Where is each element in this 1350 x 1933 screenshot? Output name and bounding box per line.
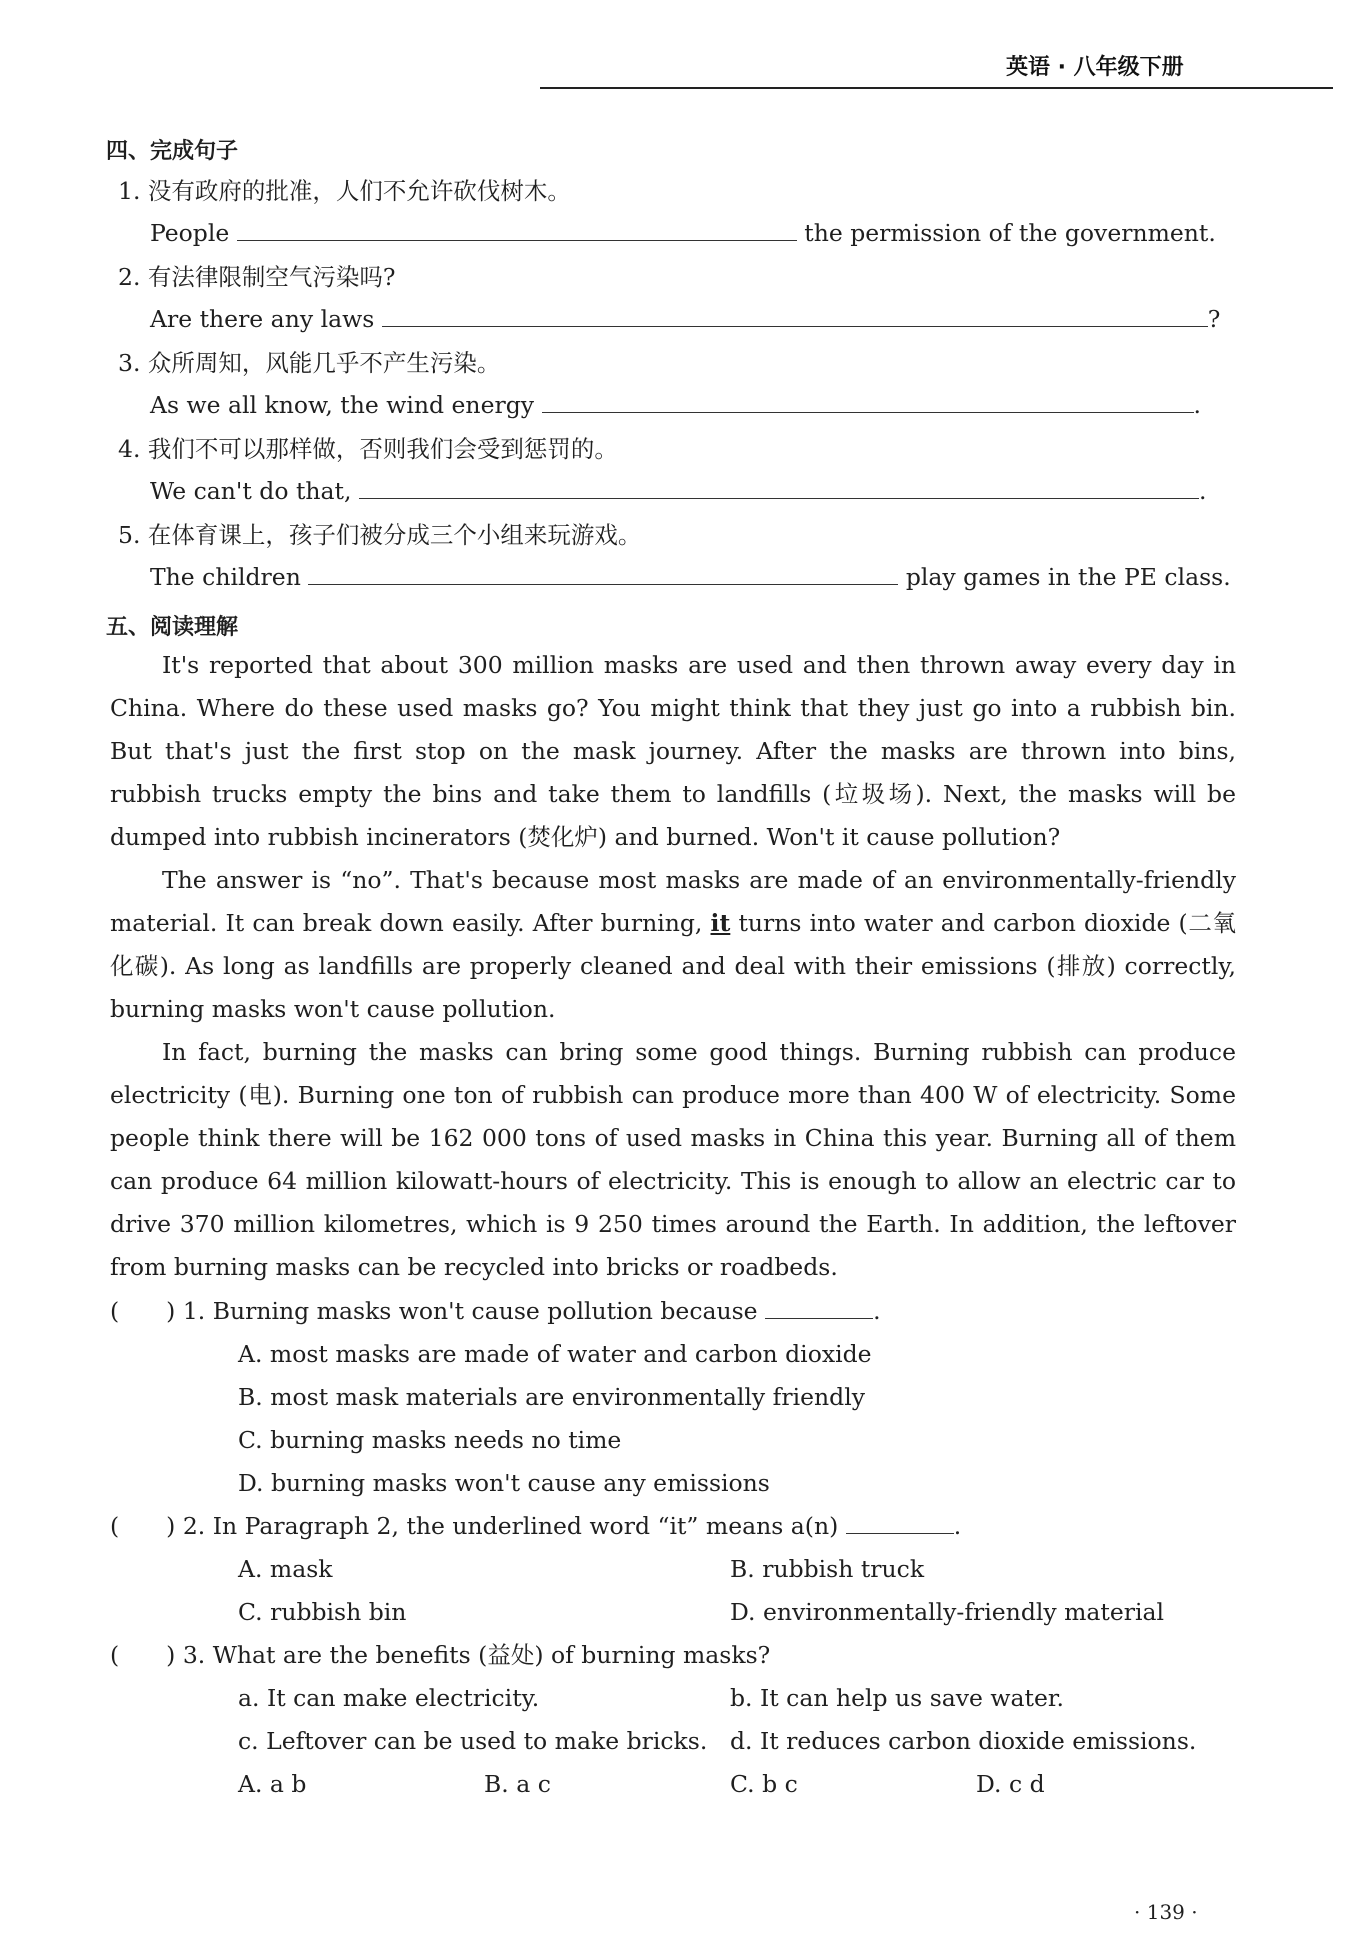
question-1: ( ) 1. Burning masks won't cause pollution because . xyxy=(110,1297,881,1325)
header-rule xyxy=(540,87,1333,89)
question-2: ( ) 2. In Paragraph 2, the underlined word “it” means a(n) . xyxy=(110,1512,962,1540)
passage-line: material. It can break down easily. After burning, it turns into water and carbon dioxide (二氧 xyxy=(110,909,1237,937)
option[interactable]: A. a b xyxy=(238,1770,307,1798)
sub-item: c. Leftover can be used to make bricks. xyxy=(238,1727,708,1755)
s4-item5-cn: 5. 在体育课上，孩子们被分成三个小组来玩游戏。 xyxy=(118,521,642,549)
s4-item1-en: People the permission of the government. xyxy=(150,219,1216,247)
option[interactable]: C. b c xyxy=(730,1770,798,1798)
passage-line: The answer is “no”. That's because most masks are made of an environmentally-friendly xyxy=(162,866,1236,894)
section4-title: 四、完成句子 xyxy=(106,139,239,164)
passage-line: China. Where do these used masks go? You might think that they just go into a rubbish bin. xyxy=(110,694,1236,722)
sub-item: d. It reduces carbon dioxide emissions. xyxy=(730,1727,1197,1755)
passage-line: dumped into rubbish incinerators (焚化炉) and burned. Won't it cause pollution? xyxy=(110,823,1061,851)
section5-title: 五、阅读理解 xyxy=(106,615,239,640)
answer-paren[interactable]: ( ) xyxy=(110,1297,176,1325)
option[interactable]: C. burning masks needs no time xyxy=(238,1426,622,1454)
s4-item4-en: We can't do that, . xyxy=(150,477,1207,505)
answer-blank[interactable] xyxy=(308,562,898,585)
question-3: ( ) 3. What are the benefits (益处) of burning masks? xyxy=(110,1641,771,1669)
passage-line: In fact, burning the masks can bring some good things. Burning rubbish can produce xyxy=(162,1038,1236,1066)
passage-line: electricity (电). Burning one ton of rubbish can produce more than 400 W of electricity. Some xyxy=(110,1081,1236,1109)
s4-item2-en: Are there any laws ? xyxy=(150,305,1221,333)
option[interactable]: B. a c xyxy=(484,1770,551,1798)
s4-item2-cn: 2. 有法律限制空气污染吗? xyxy=(118,263,396,291)
option[interactable]: D. burning masks won't cause any emissions xyxy=(238,1469,770,1497)
s4-item1-cn: 1. 没有政府的批准，人们不允许砍伐树木。 xyxy=(118,177,571,205)
answer-paren[interactable]: ( ) xyxy=(110,1641,176,1669)
passage-line: drive 370 million kilometres, which is 9 250 times around the Earth. In addition, the leftover xyxy=(110,1210,1236,1238)
answer-blank[interactable] xyxy=(359,476,1199,499)
passage-line: 化碳). As long as landfills are properly cleaned and deal with their emissions (排放) correctly, xyxy=(110,952,1236,980)
sub-item: a. It can make electricity. xyxy=(238,1684,540,1712)
passage-line: from burning masks can be recycled into bricks or roadbeds. xyxy=(110,1253,838,1281)
option[interactable]: C. rubbish bin xyxy=(238,1598,407,1626)
passage-line: can produce 64 million kilowatt-hours of electricity. This is enough to allow an electric car to xyxy=(110,1167,1236,1195)
page-number: · 139 · xyxy=(1134,1900,1198,1924)
s4-item4-cn: 4. 我们不可以那样做，否则我们会受到惩罚的。 xyxy=(118,435,618,463)
answer-blank[interactable] xyxy=(765,1296,873,1319)
passage-line: rubbish trucks empty the bins and take them to landfills (垃圾场). Next, the masks will be xyxy=(110,780,1236,808)
answer-blank[interactable] xyxy=(382,304,1208,327)
option[interactable]: D. environmentally-friendly material xyxy=(730,1598,1165,1626)
option[interactable]: D. c d xyxy=(976,1770,1045,1798)
passage-line: It's reported that about 300 million masks are used and then thrown away every day in xyxy=(162,651,1236,679)
answer-paren[interactable]: ( ) xyxy=(110,1512,176,1540)
answer-blank[interactable] xyxy=(542,390,1194,413)
book-title: 英语 · 八年级下册 xyxy=(1006,55,1184,80)
answer-blank[interactable] xyxy=(237,218,797,241)
option[interactable]: A. most masks are made of water and carbon dioxide xyxy=(238,1340,872,1368)
s4-item3-en: As we all know, the wind energy . xyxy=(150,391,1202,419)
passage-line: people think there will be 162 000 tons of used masks in China this year. Burning all of them xyxy=(110,1124,1236,1152)
option[interactable]: A. mask xyxy=(238,1555,333,1583)
s4-item3-cn: 3. 众所周知，风能几乎不产生污染。 xyxy=(118,349,501,377)
passage-line: But that's just the first stop on the mask journey. After the masks are thrown into bins, xyxy=(110,737,1236,765)
sub-item: b. It can help us save water. xyxy=(730,1684,1065,1712)
option[interactable]: B. most mask materials are environmentally friendly xyxy=(238,1383,865,1411)
s4-item5-en: The children play games in the PE class. xyxy=(150,563,1231,591)
answer-blank[interactable] xyxy=(846,1511,954,1534)
passage-line: burning masks won't cause pollution. xyxy=(110,995,556,1023)
underlined-word: it xyxy=(710,909,731,937)
option[interactable]: B. rubbish truck xyxy=(730,1555,925,1583)
